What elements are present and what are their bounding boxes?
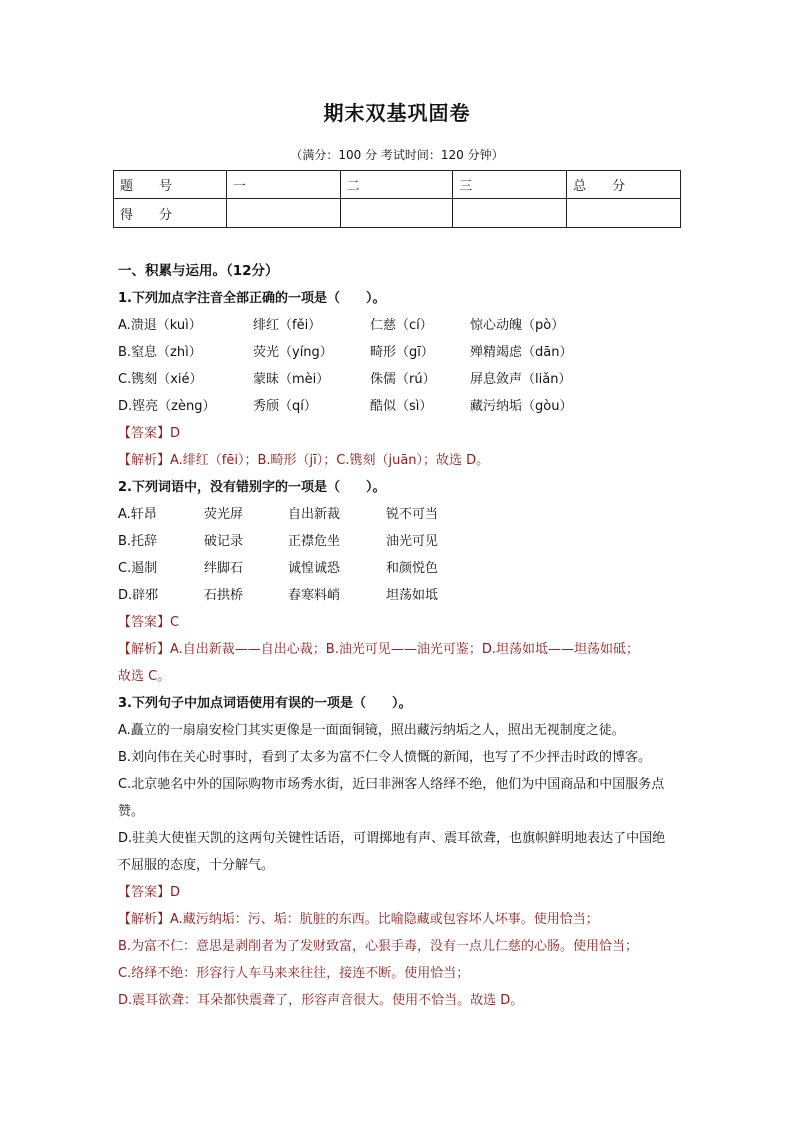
option-item: B.托辞 <box>118 534 158 549</box>
option-item: 绊脚石 <box>204 561 244 576</box>
question-stem: 3.下列句子中加点词语使用有误的一项是（ ）。 <box>118 696 412 711</box>
score-table-cell: 题 号 <box>114 171 227 199</box>
score-table-score-row <box>114 199 681 228</box>
option-item: D.驻美大使崔天凯的这两句关键性话语，可谓掷地有声、震耳欲聋，也旗帜鲜明地表达了中国绝不屈服的态度，十分解气。 <box>118 831 666 873</box>
option-row <box>118 501 678 528</box>
page-title: 期末双基巩固卷 <box>323 101 471 125</box>
option-row <box>118 582 678 609</box>
option-item: D.辟邪 <box>118 588 159 603</box>
option-item: A.矗立的一扇扇安检门其实更像是一面面铜镜，照出藏污纳垢之人，照出无视制度之徒。 <box>118 723 625 738</box>
score-table-cell: 总 分 <box>567 171 681 199</box>
explanation-continued: 故选 C。 <box>118 669 171 684</box>
option-item: 坦荡如坻 <box>386 588 439 603</box>
option-item: A.溃退（kuì） <box>118 318 202 333</box>
option-item: 锐不可当 <box>386 507 439 522</box>
option-row <box>118 555 678 582</box>
option-row <box>118 528 678 555</box>
option-row <box>118 312 678 339</box>
section-heading: 一、积累与运用。（12分） <box>118 263 279 279</box>
explanation: 【解析】A.自出新裁——自出心裁；B.油光可见——油光可鉴；D.坦荡如坻——坦荡如砥； <box>118 642 639 657</box>
score-cell-total[interactable] <box>567 199 681 228</box>
option-item: D.铿亮（zèng） <box>118 399 216 414</box>
option-item: C.遏制 <box>118 561 158 576</box>
option-item: B.窒息（zhì） <box>118 345 202 360</box>
option-item: 破记录 <box>204 534 244 549</box>
option-item: 绯红（fěi） <box>253 318 322 333</box>
option-item: 荧光（yíng） <box>253 345 333 360</box>
option-item: B.刘向伟在关心时事时，看到了太多为富不仁令人愤慨的新闻，也写了不少抨击时政的博客。 <box>118 750 652 765</box>
score-table-cell: 二 <box>340 171 453 199</box>
score-table-header-row <box>114 171 681 199</box>
option-row <box>118 366 678 393</box>
option-item: 侏儒（rú） <box>370 372 436 387</box>
explanation: D.震耳欲聋：耳朵都快震聋了，形容声音很大。使用不恰当。故选 D。 <box>118 993 524 1008</box>
option-item: 畸形（gī） <box>370 345 434 360</box>
option-item: 蒙昧（mèi） <box>253 372 330 387</box>
exam-info: （满分：100 分 考试时间：120 分钟） <box>290 148 504 162</box>
option-item: A.轩昂 <box>118 507 157 522</box>
score-table-cell: 三 <box>453 171 567 199</box>
explanation: 【解析】A.绯红（fēi）；B.畸形（jī）；C.镌刻（juān）；故选 D。 <box>118 453 490 468</box>
option-item: 石拱桥 <box>204 588 244 603</box>
option-item: 秀颀（qí） <box>253 399 317 414</box>
question-stem: 2.下列词语中，没有错别字的一项是（ ）。 <box>118 480 386 495</box>
option-item: 油光可见 <box>386 534 439 549</box>
option-item: 酷似（sì） <box>370 399 433 414</box>
score-cell-2[interactable] <box>340 199 453 228</box>
option-item: 屏息敛声（liǎn） <box>470 372 572 387</box>
score-cell-1[interactable] <box>226 199 340 228</box>
option-item: 春寒料峭 <box>288 588 341 603</box>
question-stem: 1.下列加点字注音全部正确的一项是（ ）。 <box>118 291 386 306</box>
option-item: 诚惶诚恐 <box>288 561 341 576</box>
option-item: 惊心动魄（pò） <box>470 318 565 333</box>
score-table <box>113 170 681 228</box>
score-table-cell: 一 <box>226 171 340 199</box>
option-item: 殚精竭虑（dān） <box>470 345 573 360</box>
exam-content <box>118 258 678 1014</box>
option-item: 荧光屏 <box>204 507 244 522</box>
option-row <box>118 393 678 420</box>
option-item: 仁慈（cí） <box>370 318 433 333</box>
explanation: B.为富不仁：意思是剥削者为了发财致富，心狠手毒，没有一点儿仁慈的心肠。使用恰当； <box>118 939 639 954</box>
option-item: C.镌刻（xié） <box>118 372 203 387</box>
option-item: 藏污纳垢（gòu） <box>470 399 573 414</box>
option-item: 正襟危坐 <box>288 534 341 549</box>
option-item: C.北京驰名中外的国际购物市场秀水街，近曰非洲客人络绎不绝，他们为中国商品和中国服务点赞。 <box>118 777 665 819</box>
score-table-cell: 得 分 <box>114 199 227 228</box>
option-item: 自出新裁 <box>288 507 341 522</box>
explanation: 【解析】A.藏污纳垢：污、垢：肮脏的东西。比喻隐藏或包容坏人坏事。使用恰当； <box>118 912 599 927</box>
answer: 【答案】C <box>118 615 180 630</box>
option-item: 和颜悦色 <box>386 561 439 576</box>
score-cell-3[interactable] <box>453 199 567 228</box>
answer: 【答案】D <box>118 885 181 900</box>
answer: 【答案】D <box>118 426 181 441</box>
option-row <box>118 339 678 366</box>
explanation: C.络绎不绝：形容行人车马来来往往，接连不断。使用恰当； <box>118 966 470 981</box>
